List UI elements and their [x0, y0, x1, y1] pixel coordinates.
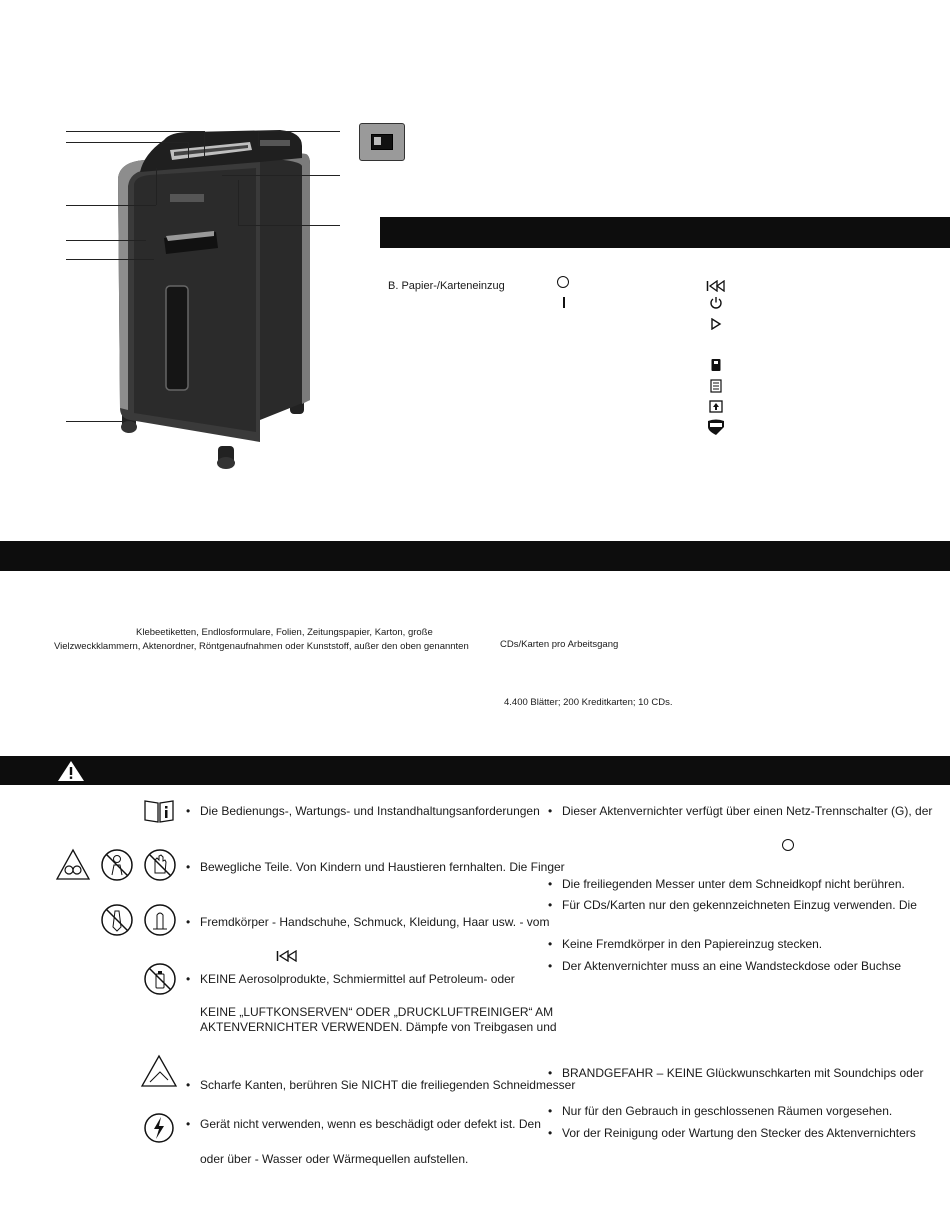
- controls-header-bar: [380, 217, 950, 248]
- sharp-edge-icon: [140, 1054, 178, 1088]
- warning-left-3: • Fremdkörper - Handschuhe, Schmuck, Kleidung, Haar usw. - vom: [186, 915, 550, 929]
- on-symbol: [563, 297, 565, 308]
- moving-parts-icon: [55, 848, 91, 881]
- shredder-illustration: [110, 120, 320, 480]
- warning-right-1: • Dieser Aktenvernichter verfügt über einen Netz-Trennschalter (G), der: [548, 804, 933, 818]
- jam-icon: [710, 379, 722, 393]
- cd-capacity: CDs/Karten pro Arbeitsgang: [500, 639, 619, 650]
- forward-icon: [710, 318, 722, 330]
- child-warning-icon: [100, 848, 134, 882]
- warning-left-1: • Die Bedienungs-, Wartungs- und Instandhaltungsanforderungen: [186, 804, 540, 818]
- reverse-icon: [706, 280, 726, 292]
- specs-header-bar: [0, 541, 950, 571]
- power-icon: [709, 296, 723, 310]
- warnings-header-bar: [0, 756, 950, 785]
- warning-right-8: • Vor der Reinigung oder Wartung den Stecker des Aktenvernichters: [548, 1126, 916, 1140]
- safesense-icon: [707, 418, 725, 435]
- hand-warning-icon: [143, 848, 177, 882]
- rocker-switch-icon: [359, 123, 405, 161]
- warning-right-3: • Für CDs/Karten nur den gekennzeichneten Einzug verwenden. Die: [548, 898, 917, 912]
- reverse-icon-inline: [276, 950, 298, 962]
- no-tie-icon: [100, 903, 134, 937]
- bin-full-icon: [710, 358, 722, 372]
- aerosol-caps-line-1: KEINE „LUFTKONSERVEN“ ODER „DRUCKLUFTREINIGER“ AM: [200, 1005, 554, 1019]
- warning-left-6: • Gerät nicht verwenden, wenn es beschädigt oder defekt ist. Den: [186, 1117, 541, 1131]
- warning-left-4: • KEINE Aerosolprodukte, Schmiermittel auf Petroleum- oder: [186, 972, 515, 986]
- off-symbol: [557, 276, 569, 288]
- warning-left-5: • Scharfe Kanten, berühren Sie NICHT die freiliegenden Schneidmesser: [186, 1078, 576, 1092]
- throughput: 4.400 Blätter; 200 Kreditkarten; 10 CDs.: [504, 697, 673, 708]
- door-open-icon: [709, 400, 723, 413]
- warning-right-4: • Keine Fremdkörper in den Papiereinzug stecken.: [548, 937, 823, 951]
- warning-left-2: • Bewegliche Teile. Von Kindern und Haustieren fernhalten. Die Finger: [186, 860, 565, 874]
- warning-right-2: • Die freiliegenden Messer unter dem Schneidkopf nicht berühren.: [548, 877, 905, 891]
- warning-right-5: • Der Aktenvernichter muss an eine Wandsteckdose oder Buchse: [548, 959, 902, 973]
- warning-triangle-icon: [57, 760, 85, 782]
- feed-label: B. Papier-/Karteneinzug: [388, 280, 505, 292]
- aerosol-caps-line-2: AKTENVERNICHTER VERWENDEN. Dämpfe von Treibgasen und: [200, 1020, 557, 1034]
- restriction-line-1: Klebeetiketten, Endlosformulare, Folien, Zeitungspapier, Karton, große: [136, 627, 433, 638]
- warning-right-7: • Nur für den Gebrauch in geschlossenen Räumen vorgesehen.: [548, 1104, 893, 1118]
- warning-right-6: • BRANDGEFAHR – KEINE Glückwunschkarten mit Soundchips oder: [548, 1066, 924, 1080]
- manual-info-icon: [143, 798, 175, 824]
- no-hair-icon: [143, 903, 177, 937]
- restriction-line-2: Vielzweckklammern, Aktenordner, Röntgenaufnahmen oder Kunststoff, außer den oben genannten: [54, 641, 469, 652]
- no-aerosol-icon: [143, 962, 177, 996]
- off-symbol-inline: [782, 839, 794, 851]
- electric-shock-icon: [143, 1112, 175, 1144]
- device-continuation: oder über - Wasser oder Wärmequellen aufstellen.: [200, 1152, 469, 1166]
